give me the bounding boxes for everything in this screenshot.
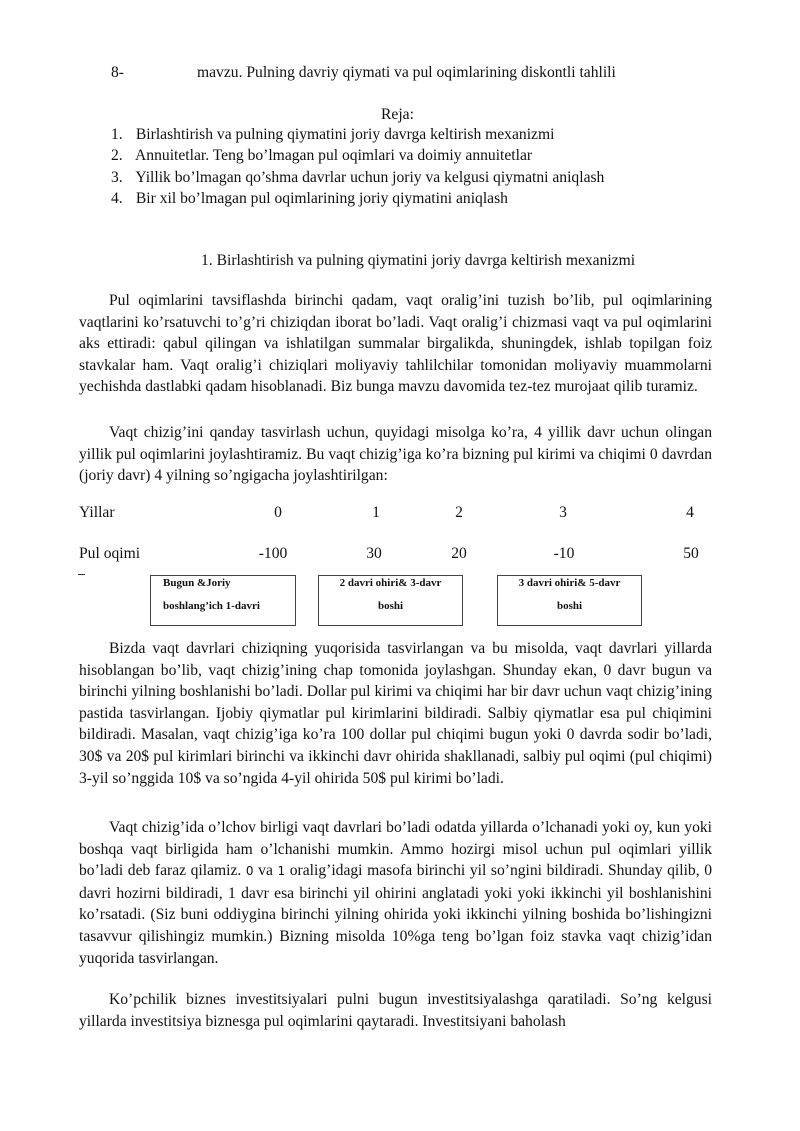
topic-title: mavzu. Pulning davriy qiymati va pul oqimlarining diskontli tahlili bbox=[197, 64, 616, 81]
timeline-note-line: 2 davri ohiri& 3-davr bbox=[339, 577, 442, 589]
tick-mark bbox=[78, 574, 85, 575]
plan-item-text: Bir xil bo’lmagan pul oqimlarining joriy qiymatini aniqlash bbox=[135, 189, 508, 207]
plan-list bbox=[111, 124, 604, 209]
timeline-note-box bbox=[150, 575, 296, 626]
plan-heading: Reja: bbox=[381, 106, 414, 123]
plan-item-text: Annuitetlar. Teng bo’lmagan pul oqimlari va doimiy annuitetlar bbox=[135, 147, 533, 165]
section-heading: 1. Birlashtirish va pulning qiymatini joriy davrga keltirish mexanizmi bbox=[201, 252, 636, 269]
topic-number: 8- bbox=[111, 64, 124, 81]
paragraph-timeline-intro: Pul oqimlarini tavsiflashda birinchi qadam, vaqt oralig’ini tuzish bo’lib, pul oqimlarining vaqtlarini ko’rsatuvchi to’g’ri chiziqdan iborat bo’ladi. Vaqt oralig’i chizmasi vaqt va pul oqimlarini aks ettiradi: qabul qilingan va ishlatilgan summalar birgalikda, shuningdek, ishlab topilgan foiz stavkalar ham. Vaqt oralig’i chiziqlari moliyaviy tahlilchilar tomonidan moliyaviy muammolarni yechishda dastlabki qadam hisoblanadi. Biz bunga mavzu davomida tez-tez murojaat qilib turamiz. bbox=[79, 292, 712, 396]
year-cell: 0 bbox=[274, 504, 282, 521]
plan-item-number: 3. bbox=[111, 168, 123, 186]
timeline-note-line: boshlang’ich 1-davri bbox=[163, 600, 260, 612]
inline-va: va bbox=[258, 862, 273, 880]
year-cell: 2 bbox=[455, 504, 463, 521]
cash-flow-cell: -100 bbox=[258, 545, 288, 562]
cash-flow-cell: -10 bbox=[553, 545, 575, 562]
year-cell: 1 bbox=[372, 504, 380, 521]
cash-flow-label: Pul oqimi bbox=[79, 545, 141, 562]
timeline-note-line: 3 davri ohiri& 5-davr bbox=[518, 577, 621, 589]
timeline-note-line: Bugun &Joriy bbox=[163, 577, 231, 589]
timeline-note-line: boshi bbox=[377, 600, 404, 612]
paragraph-text: oralig’idagi masofa birinchi yil so’ngini bildiradi. Shunday qilib, 0 davri hozirni bildiradi, 1 davr esa birinchi yil ohirini anglatadi yoki yoki ikkinchi yil boshlanishini ko’rsatadi. (Siz buni oddiygina birinchi yilning ohirida yoki ikkinchi yilning boshida bo’lishingizni tasavvur qilishingiz mumkin.) Bizning misolda 10%ga teng bo’lgan foiz stavka vaqt chizig’idan yuqorida tasvirlangan. bbox=[79, 862, 713, 967]
plan-item-text: Birlashtirish va pulning qiymatini joriy davrga keltirish mexanizmi bbox=[135, 126, 555, 143]
paragraph-text: Vaqt chizig’ida o’lchov birligi vaqt davrlari bo’ladi odatda yillarda o’lchanadi yoki oy, kun yoki boshqa vaqt birligida ham o’lchanishi mumkin. Ammo hozirgi misol uchun pul oqimlari yillik bo’ladi deb faraz qilamiz. bbox=[79, 819, 712, 880]
year-cell: 4 bbox=[686, 504, 694, 521]
cash-flow-cell: 50 bbox=[683, 545, 699, 562]
plan-item bbox=[111, 124, 604, 145]
paragraph-timeline-example: Vaqt chizig’ini qanday tasvirlash uchun, quyidagi misolga ko’ra, 4 yillik davr uchun olingan yillik pul oqimlarini joylashtiramiz. Bu vaqt chizig’iga ko’ra bizning pul kirimi va chiqimi 0 davrdan (joriy davr) 4 yilning so’ngigacha joylashtirilgan: bbox=[79, 424, 712, 485]
timeline-note-box bbox=[318, 575, 463, 626]
plan-item bbox=[111, 188, 604, 209]
plan-item bbox=[111, 167, 604, 188]
years-label: Yillar bbox=[79, 504, 115, 521]
plan-item-number: 1. bbox=[111, 126, 123, 143]
paragraph-time-units bbox=[79, 817, 712, 969]
plan-item bbox=[111, 145, 604, 166]
paragraph-timeline-explanation: Bizda vaqt davrlari chiziqning yuqorisida tasvirlangan va bu misolda, vaqt davrlari yillarda hisoblangan bo’lib, vaqt chizig’ining chap tomonida joylashgan. Shunday ekan, 0 davr bugun va birinchi yilning boshlanishi bo’ladi. Dollar pul kirimi va chiqimi har bir davr uchun vaqt chizig’ining pastida tasvirlangan. Ijobiy qiymatlar pul kirimlarini bildiradi. Salbiy qiymatlar esa pul chiqimini bildiradi. Masalan, vaqt chizig’iga ko’ra 100 dollar pul chiqimi bugun yoki 0 davrda sodir bo’ladi, 30$ va 20$ pul kirimlari birinchi va ikkinchi davr ohirida shakllanadi, salbiy pul oqimi (pul chiqimi) 3-yil so’nggida 10$ va so’ngida 4-yil ohirida 50$ pul kirimi bo’ladi. bbox=[79, 640, 712, 787]
cash-flow-cell: 30 bbox=[366, 545, 382, 562]
plan-item-text: Yillik bo’lmagan qo’shma davrlar uchun joriy va kelgusi qiymatni aniqlash bbox=[135, 168, 605, 186]
plan-item-number: 2. bbox=[111, 147, 123, 165]
cash-flow-cell: 20 bbox=[451, 545, 467, 562]
plan-item-number: 4. bbox=[111, 189, 123, 207]
inline-one: 1 bbox=[277, 864, 286, 879]
paragraph-investments: Ko’pchilik biznes investitsiyalari pulni bugun investitsiyalashga qaratiladi. So’ng kelgusi yillarda investitsiya biznesga pul oqimlarini qaytaradi. Investitsiyani baholash bbox=[79, 991, 712, 1030]
inline-zero: 0 bbox=[245, 864, 254, 879]
timeline-note-box bbox=[497, 575, 642, 626]
year-cell: 3 bbox=[559, 504, 567, 521]
timeline-note-line: boshi bbox=[556, 600, 583, 612]
